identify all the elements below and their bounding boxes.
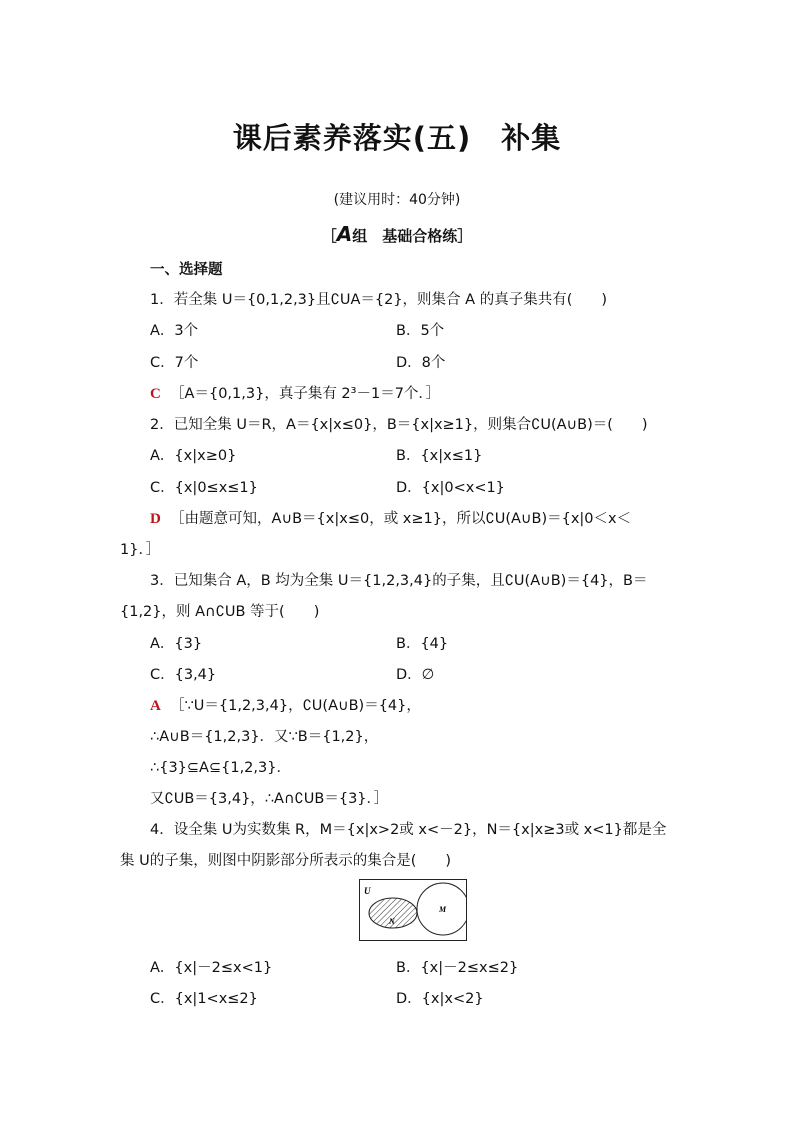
q3-stem-2: {1,2}，则 A∩∁UB 等于( ) bbox=[120, 604, 320, 620]
venn-label-m: M bbox=[439, 905, 447, 914]
q3-option-d: D．∅ bbox=[396, 667, 435, 683]
group-letter: A bbox=[336, 222, 353, 246]
q3-option-a: A．{3} bbox=[150, 636, 203, 652]
q3-option-c: C．{3,4} bbox=[150, 667, 217, 683]
venn-label-n: N bbox=[389, 917, 395, 926]
q1-option-d: D．8个 bbox=[396, 355, 446, 371]
q1-explanation: ［A＝{0,1,3}，真子集有 2³－1＝7个．］ bbox=[170, 386, 441, 402]
q2-explanation-1: ［由题意可知，A∪B＝{x|x≤0，或 x≥1}，所以∁U(A∪B)＝{x|0＜x＜ bbox=[170, 511, 632, 527]
section-heading: 一、选择题 bbox=[150, 262, 223, 278]
q3-explanation-2: ∴A∪B＝{1,2,3}．又∵B＝{1,2}， bbox=[150, 729, 379, 745]
q2-stem: 2．已知全集 U＝R，A＝{x|x≤0}，B＝{x|x≥1}，则集合∁U(A∪B)＝( ) bbox=[150, 417, 648, 433]
q2-option-a: A．{x|x≥0} bbox=[150, 448, 237, 464]
q1-option-c: C．7个 bbox=[150, 355, 199, 371]
q3-explanation-4: 又∁UB＝{3,4}，∴A∩∁UB＝{3}．］ bbox=[150, 791, 389, 807]
venn-diagram bbox=[359, 879, 467, 941]
q4-option-a: A．{x|－2≤x<1} bbox=[150, 960, 273, 976]
q1-option-b: B．5个 bbox=[396, 323, 445, 339]
q2-option-b: B．{x|x≤1} bbox=[396, 448, 483, 464]
q3-option-b: B．{4} bbox=[396, 636, 449, 652]
q4-stem-2: 集 U的子集，则图中阴影部分所表示的集合是( ) bbox=[120, 853, 452, 869]
suggested-time: (建议用时：40分钟) bbox=[333, 192, 461, 208]
q4-option-b: B．{x|－2≤x≤2} bbox=[396, 960, 519, 976]
q2-explanation-2: 1}．］ bbox=[120, 542, 161, 558]
group-bracket-open: ［ bbox=[321, 227, 337, 245]
q3-answer: A bbox=[150, 698, 161, 714]
q1-option-a: A．3个 bbox=[150, 323, 199, 339]
q3-explanation-3: ∴{3}⊆A⊆{1,2,3}． bbox=[150, 760, 291, 776]
q4-option-c: C．{x|1<x≤2} bbox=[150, 991, 258, 1007]
q2-answer: D bbox=[150, 511, 161, 527]
venn-label-u: U bbox=[364, 886, 371, 896]
q4-stem-1: 4．设全集 U为实数集 R，M＝{x|x>2或 x<－2}，N＝{x|x≥3或 x<1}都是全 bbox=[150, 822, 667, 838]
q1-solution bbox=[150, 382, 440, 403]
q1-stem: 1．若全集 U＝{0,1,2,3}且∁UA＝{2}，则集合 A 的真子集共有( ) bbox=[150, 292, 608, 308]
group-bracket-close: ］ bbox=[457, 227, 473, 245]
q2-option-d: D．{x|0<x<1} bbox=[396, 480, 505, 496]
group-label: 组 基础合格练 bbox=[352, 227, 458, 245]
page-title: 课后素养落实(五) 补集 bbox=[232, 121, 562, 155]
q2-option-c: C．{x|0≤x≤1} bbox=[150, 480, 258, 496]
group-heading bbox=[0, 222, 794, 246]
q3-explanation-1: ［∵U＝{1,2,3,4}，∁U(A∪B)＝{4}， bbox=[170, 698, 421, 714]
q4-option-d: D．{x|x<2} bbox=[396, 991, 484, 1007]
q3-solution bbox=[150, 694, 421, 715]
q1-answer: C bbox=[150, 386, 161, 402]
q2-solution bbox=[150, 507, 631, 528]
q3-stem-1: 3．已知集合 A，B 均为全集 U＝{1,2,3,4}的子集，且∁U(A∪B)＝{4}，B＝ bbox=[150, 573, 648, 589]
